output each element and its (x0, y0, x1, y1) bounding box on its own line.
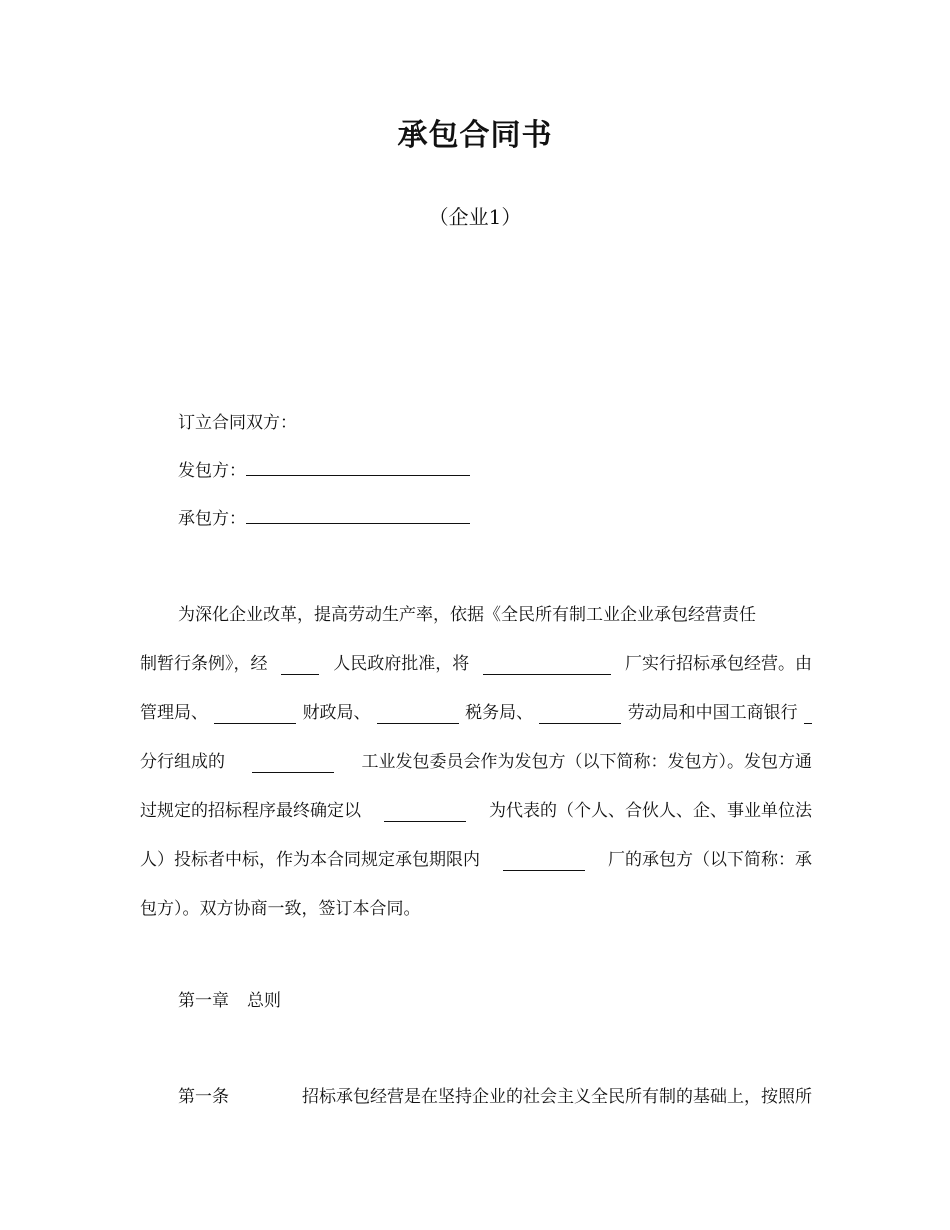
fill-blank (483, 654, 611, 675)
employer-blank (246, 457, 470, 476)
text-run: 包方）。双方协商一致，签订本合同。 (140, 899, 421, 919)
parties-heading: 订立合同双方： (178, 413, 297, 433)
preamble-line-1 (140, 591, 812, 640)
fill-blank (804, 703, 812, 724)
text-run: 劳动局和中国工商银行 (627, 703, 798, 723)
text-run: 人民政府批准，将 (333, 654, 470, 674)
text-run: 人）投标者中标，作为本合同规定承包期限内 (140, 850, 480, 870)
text-run: 工业发包委员会作为发包方（以下简称：发包方）。发包方通 (361, 752, 812, 772)
text-run: 厂的承包方（以下简称：承 (608, 850, 812, 870)
article-number: 第一条 (178, 1087, 229, 1107)
article-1 (178, 1082, 812, 1112)
fill-blank (539, 703, 621, 724)
contractor-line (178, 504, 470, 534)
fill-blank (214, 703, 296, 724)
preamble-line-7 (140, 885, 812, 934)
fill-blank (281, 654, 319, 675)
text-run: 制暂行条例》，经 (140, 654, 268, 674)
fill-blank (377, 703, 459, 724)
text-run: 厂实行招标承包经营。由 (625, 654, 812, 674)
fill-blank (384, 801, 466, 822)
contractor-label: 承包方： (178, 509, 246, 529)
document-title: 承包合同书 (397, 118, 553, 153)
preamble-line-6 (140, 836, 812, 885)
preamble-line-4 (140, 738, 812, 787)
text-run: 分行组成的 (140, 752, 225, 772)
contractor-blank (246, 505, 470, 524)
text-run: 过规定的招标程序最终确定以 (140, 801, 361, 821)
chapter-number: 第一章 (178, 991, 229, 1011)
text-run: 为深化企业改革，提高劳动生产率，依据《全民所有制工业企业承包经营责任 (178, 605, 756, 625)
employer-label: 发包方： (178, 461, 246, 481)
preamble-line-3 (140, 689, 812, 738)
document-subtitle: （企业1） (428, 205, 522, 229)
preamble-line-5 (140, 787, 812, 836)
fill-blank (503, 850, 585, 871)
employer-line (178, 456, 470, 486)
chapter-heading (178, 986, 281, 1016)
text-run: 管理局、 (140, 703, 208, 723)
fill-blank (252, 752, 334, 773)
text-run: 财政局、 (302, 703, 371, 723)
text-run: 税务局、 (465, 703, 534, 723)
preamble-line-2 (140, 640, 812, 689)
chapter-name: 总则 (247, 991, 281, 1011)
preamble-paragraph (140, 591, 812, 934)
article-text: 招标承包经营是在坚持企业的社会主义全民所有制的基础上，按照所 (302, 1087, 812, 1107)
text-run: 为代表的（个人、合伙人、企、事业单位法 (489, 801, 812, 821)
